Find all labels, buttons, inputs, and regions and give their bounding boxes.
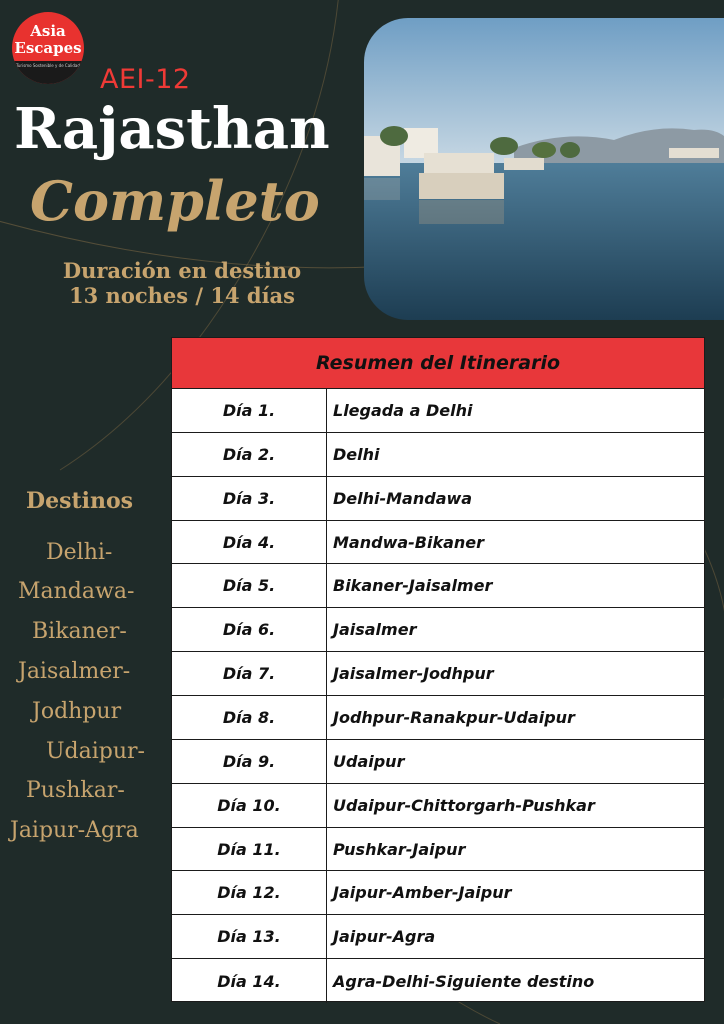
- itinerary-route: Pushkar-Jaipur: [333, 839, 466, 859]
- itinerary-day: Día 4.: [172, 521, 327, 564]
- itinerary-route: Jaipur-Agra: [333, 927, 436, 947]
- destinations-heading: Destinos: [26, 488, 134, 514]
- itinerary-table: [171, 337, 705, 1002]
- itinerary-day: Día 10.: [172, 784, 327, 827]
- destination-line: Mandawa-: [18, 579, 135, 604]
- duration-line2: 13 noches / 14 días: [69, 283, 295, 308]
- lake-scene-image: [364, 18, 724, 320]
- itinerary-day: Día 14.: [172, 959, 327, 1003]
- table-row: [172, 959, 704, 1003]
- table-row: [172, 652, 704, 696]
- itinerary-route: Agra-Delhi-Siguiente destino: [333, 971, 595, 991]
- itinerary-day: Día 3.: [172, 477, 327, 520]
- duration-line1: Duración en destino: [62, 258, 302, 283]
- itinerary-route: Jodhpur-Ranakpur-Udaipur: [333, 707, 575, 727]
- itinerary-route: Udaipur-Chittorgarh-Pushkar: [333, 795, 595, 815]
- destination-line: Delhi-: [46, 540, 113, 565]
- itinerary-day: Día 2.: [172, 433, 327, 476]
- table-row: [172, 564, 704, 608]
- itinerary-day: Día 12.: [172, 871, 327, 914]
- logo-line1: Asia: [30, 22, 66, 40]
- table-row: [172, 433, 704, 477]
- table-row: [172, 740, 704, 784]
- table-row: [172, 389, 704, 433]
- itinerary-title: Resumen del Itinerario: [172, 338, 704, 389]
- destination-line: Jodhpur: [32, 699, 122, 724]
- itinerary-route: Llegada a Delhi: [333, 400, 473, 420]
- asia-escapes-logo: [12, 12, 84, 84]
- destination-line: Jaisalmer-: [18, 659, 131, 684]
- itinerary-route: Bikaner-Jaisalmer: [333, 576, 493, 596]
- itinerary-route: Jaisalmer-Jodhpur: [333, 664, 494, 684]
- destination-line: Udaipur-: [46, 739, 145, 764]
- itinerary-day: Día 8.: [172, 696, 327, 739]
- table-row: [172, 477, 704, 521]
- table-row: [172, 828, 704, 872]
- table-row: [172, 784, 704, 828]
- itinerary-route: Delhi: [333, 444, 380, 464]
- itinerary-day: Día 1.: [172, 389, 327, 432]
- itinerary-day: Día 9.: [172, 740, 327, 783]
- table-row: [172, 871, 704, 915]
- itinerary-route: Udaipur: [333, 751, 405, 771]
- destination-line: Pushkar-: [26, 778, 125, 803]
- itinerary-route: Mandwa-Bikaner: [333, 532, 485, 552]
- itinerary-day: Día 11.: [172, 828, 327, 871]
- itinerary-route: Delhi-Mandawa: [333, 488, 473, 508]
- udaipur-lake-photo: [364, 18, 724, 320]
- destination-line: Bikaner-: [32, 619, 127, 644]
- tour-subtitle: Completo: [30, 169, 320, 233]
- table-row: [172, 915, 704, 959]
- tour-title: Rajasthan: [14, 96, 330, 162]
- itinerary-day: Día 5.: [172, 564, 327, 607]
- tour-duration: [22, 258, 342, 308]
- itinerary-route: Jaisalmer: [333, 620, 417, 640]
- destination-line: Jaipur-Agra: [10, 818, 139, 843]
- itinerary-day: Día 6.: [172, 608, 327, 651]
- table-row: [172, 521, 704, 565]
- logo-line2: Escapes: [14, 39, 82, 57]
- itinerary-day: Día 13.: [172, 915, 327, 958]
- itinerary-day: Día 7.: [172, 652, 327, 695]
- tour-code: AEI-12: [100, 64, 191, 95]
- table-row: [172, 608, 704, 652]
- itinerary-route: Jaipur-Amber-Jaipur: [333, 883, 512, 903]
- logo-tagline: Turismo Sostenible y de Calidad: [12, 61, 84, 84]
- table-row: [172, 696, 704, 740]
